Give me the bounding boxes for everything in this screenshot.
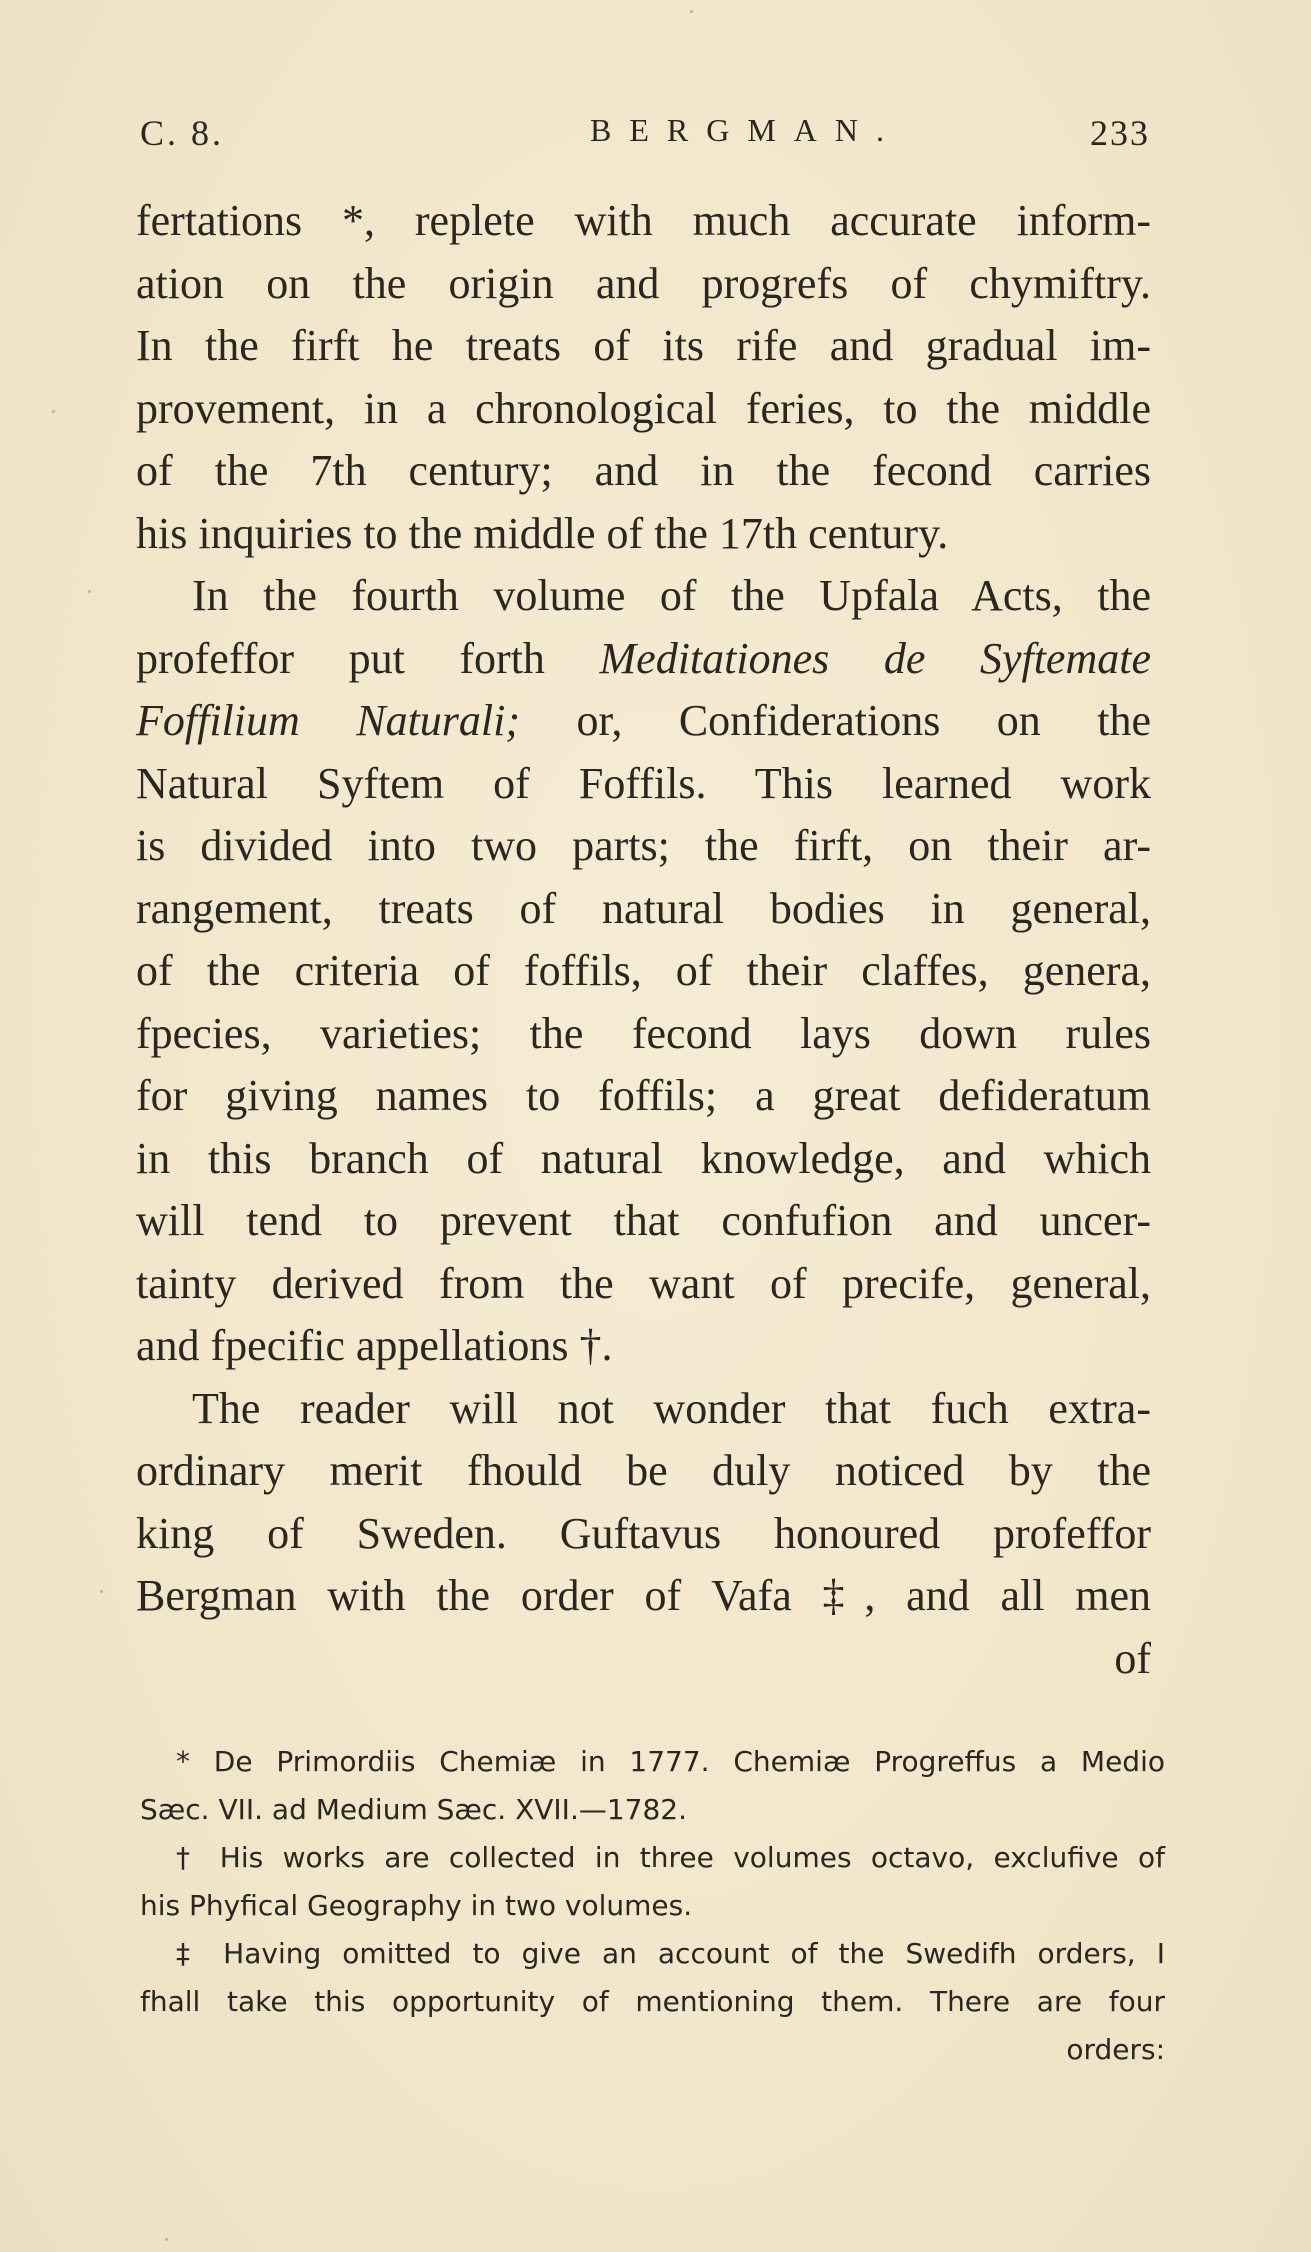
text-line: fertations *, replete with much accurate inform-	[136, 196, 1151, 245]
text-line: In the firft he treats of its rife and gradual im-	[136, 321, 1151, 370]
footnote-line: his Phyfical Geography in two volumes.	[140, 1889, 693, 1922]
footnote-line: ‡ Having omitted to give an account of the Swedifh orders, I	[176, 1937, 1165, 1970]
paper-speck	[690, 10, 693, 13]
text-line	[136, 628, 1151, 691]
text-line: Natural Syftem of Foffils. This learned work	[136, 758, 1151, 808]
text-line: is divided into two parts; the firft, on their ar-	[136, 821, 1151, 870]
footnote-line: fhall take this opportunity of mentioning them. There are four	[140, 1985, 1165, 2018]
text-line: The reader will not wonder that fuch extra-	[192, 1383, 1151, 1433]
running-header	[140, 112, 1150, 160]
text-line: provement, in a chronological feries, to the middle	[136, 383, 1151, 433]
text-line: tainty derived from the want of precife, general,	[136, 1258, 1151, 1308]
text-line: of the 7th century; and in the fecond carries	[136, 446, 1151, 495]
text-line: in this branch of natural knowledge, and which	[136, 1133, 1151, 1183]
footnote-line: Sæc. VII. ad Medium Sæc. XVII.—1782.	[140, 1793, 687, 1826]
running-title: BERGMAN.	[590, 112, 903, 148]
chapter-mark: C. 8.	[140, 113, 225, 153]
text-line: ordinary merit fhould be duly noticed by the	[136, 1446, 1151, 1495]
paper-speck	[88, 590, 91, 593]
text-line	[136, 690, 1151, 753]
paper-speck	[100, 1590, 103, 1593]
text-line: for giving names to foffils; a great defideratum	[136, 1071, 1151, 1120]
book-title-italic: Meditationes de Syftemate	[599, 633, 1151, 683]
page-number: 233	[1090, 113, 1150, 153]
text-line: and fpecific appellations †.	[136, 1321, 613, 1370]
text-line: In the fourth volume of the Upfala Acts, the	[192, 571, 1151, 620]
main-text	[136, 190, 1151, 1690]
paper-speck	[165, 2238, 168, 2241]
text-line: rangement, treats of natural bodies in general,	[136, 883, 1151, 933]
text-line: will tend to prevent that confufion and uncer-	[136, 1196, 1151, 1245]
text-fragment: or, Confiderations on the	[520, 696, 1151, 745]
catchword: of	[1114, 1633, 1151, 1683]
footnote-line: * De Primordiis Chemiæ in 1777. Chemiæ Progreffus a Medio	[176, 1745, 1165, 1778]
text-line: his inquiries to the middle of the 17th century.	[136, 508, 949, 558]
text-line: king of Sweden. Guftavus honoured profeffor	[136, 1508, 1151, 1558]
text-line: of the criteria of foffils, of their claffes, genera,	[136, 946, 1151, 995]
text-fragment: profeffor put forth	[136, 633, 600, 683]
footnote-line: † His works are collected in three volumes octavo, exclufive of	[176, 1841, 1165, 1874]
text-line: ation on the origin and progrefs of chymiftry.	[136, 258, 1151, 308]
text-line: Bergman with the order of Vafa ‡, and all men	[136, 1571, 1151, 1620]
footnote-catchword: orders:	[1066, 2033, 1165, 2066]
book-title-italic: Foffilium Naturali;	[136, 696, 521, 745]
text-line: fpecies, varieties; the fecond lays down rules	[136, 1008, 1151, 1058]
paper-speck	[52, 410, 55, 413]
footnotes	[140, 1738, 1165, 2074]
